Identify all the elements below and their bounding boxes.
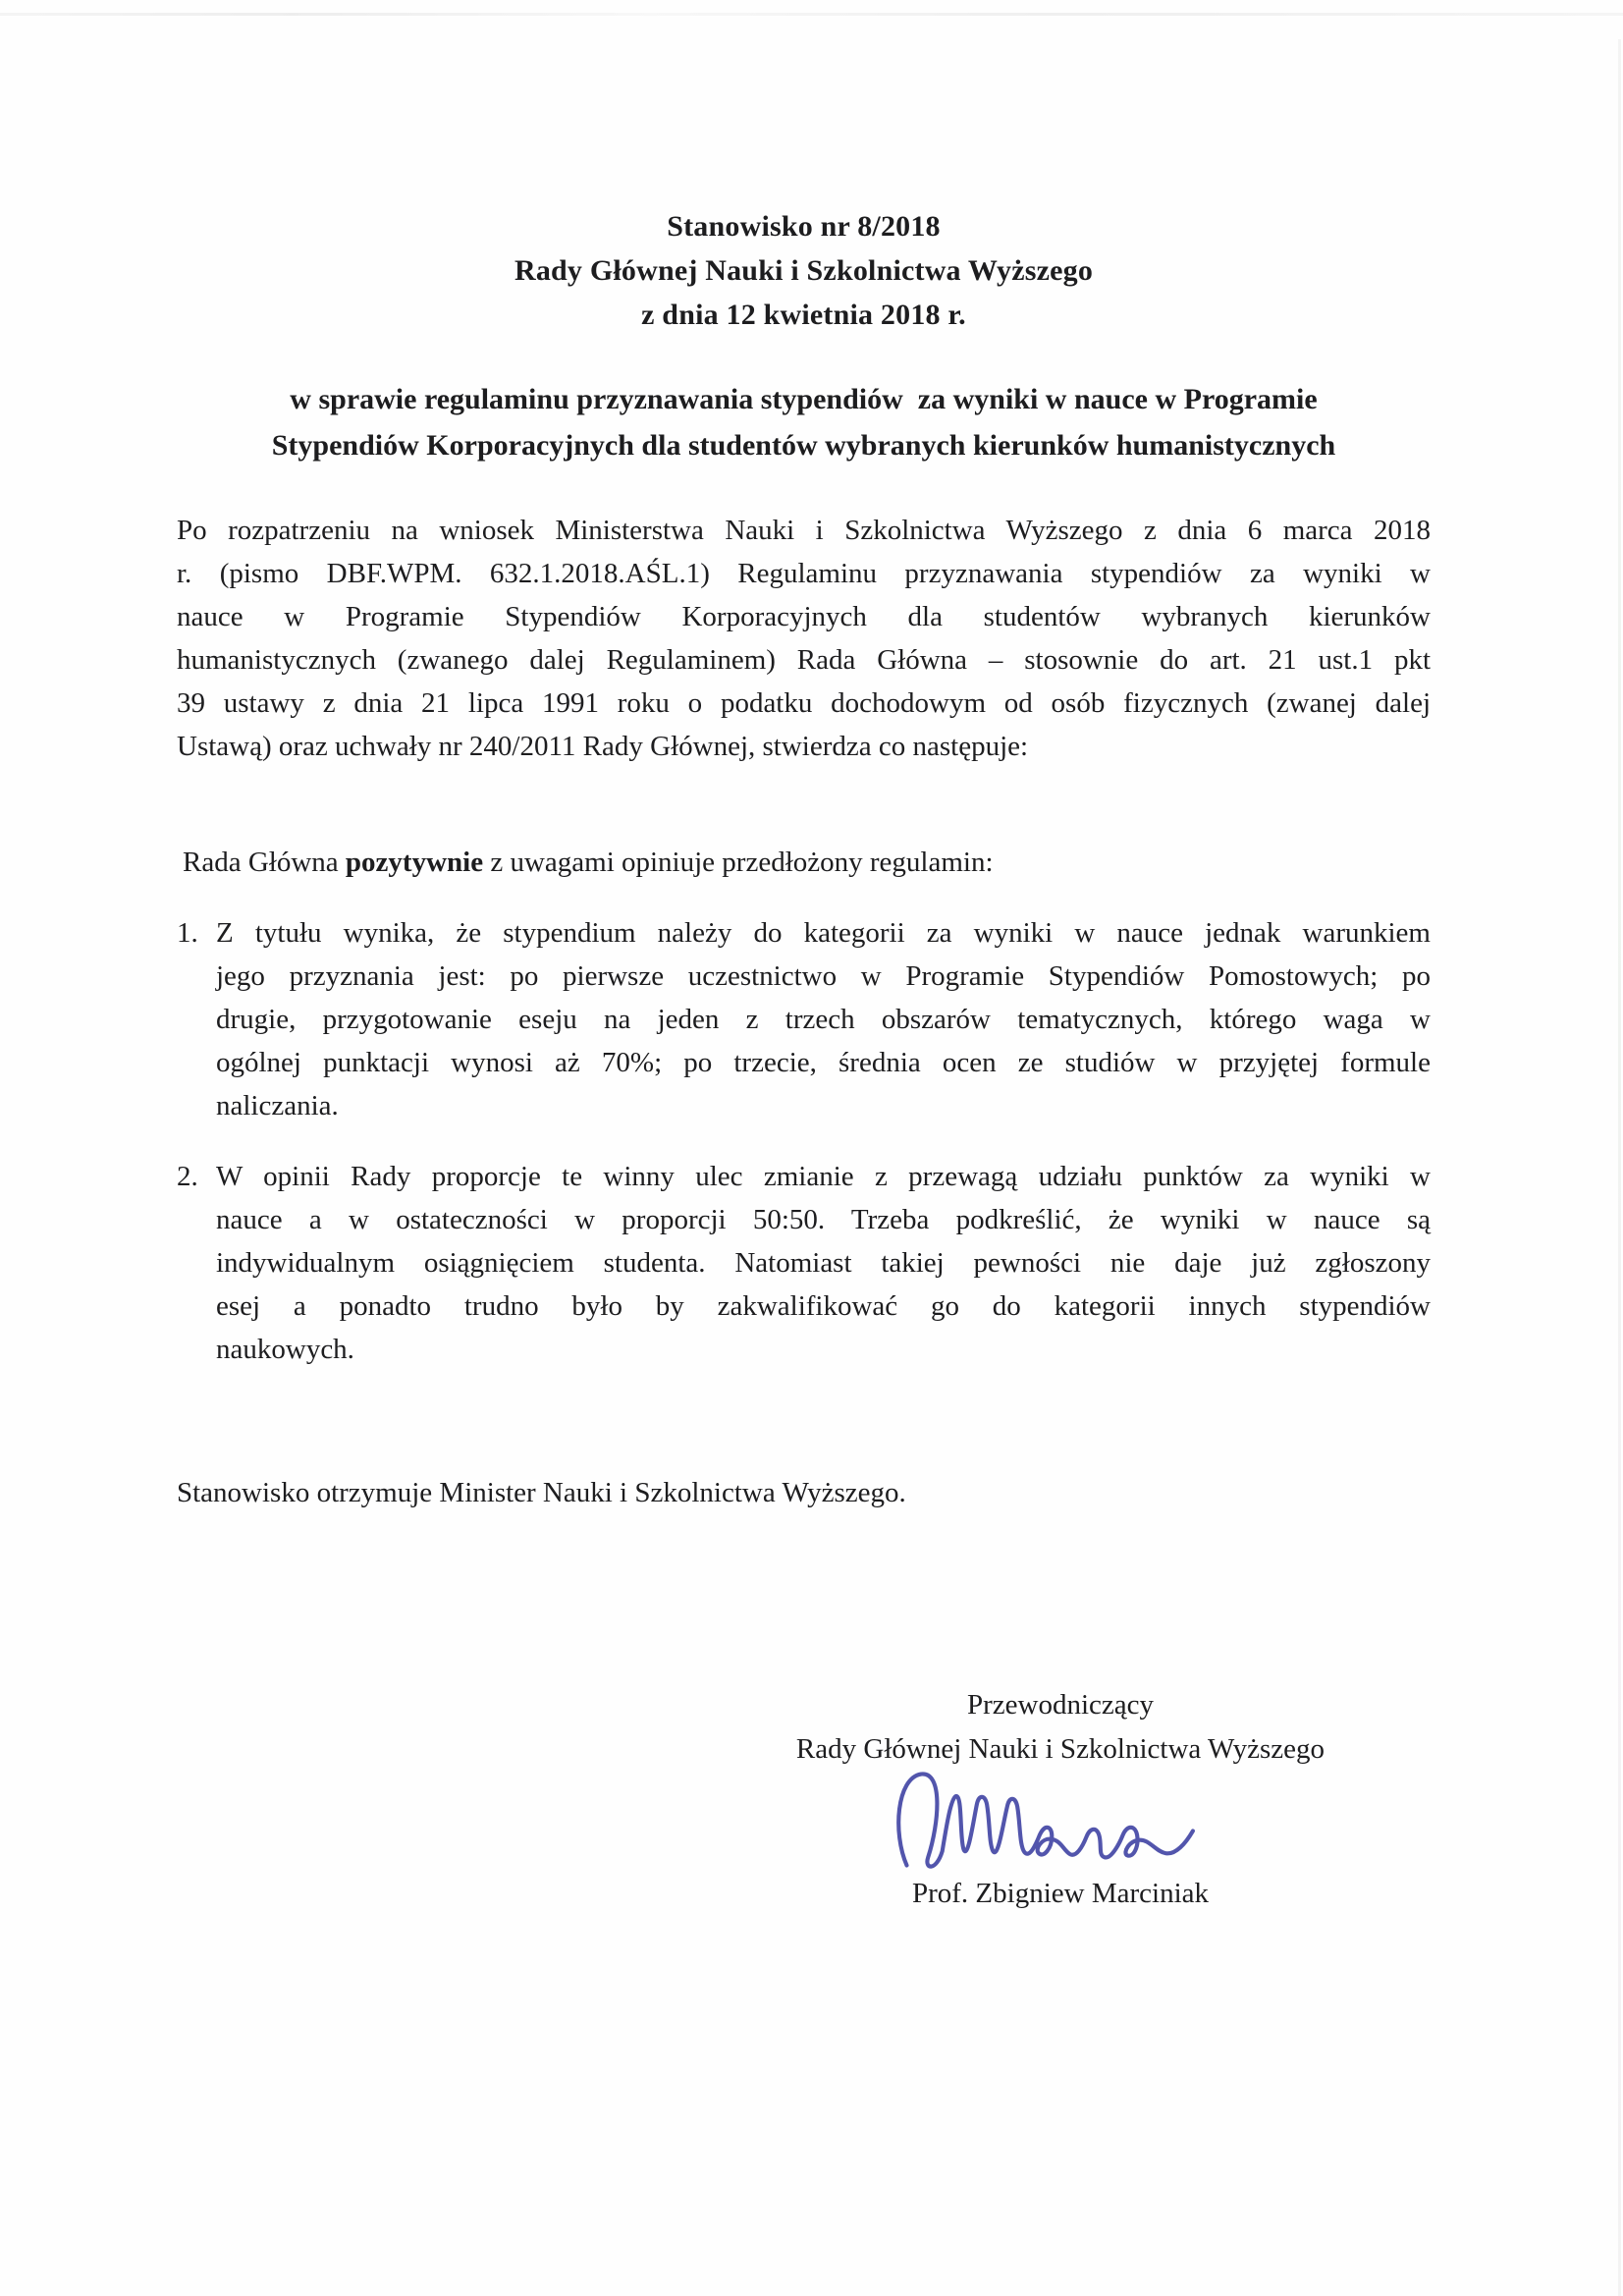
opinion-line [177, 841, 1436, 884]
document-title-issuer: Rady Głównej Nauki i Szkolnictwa Wyższego [514, 254, 1094, 287]
text-line: w sprawie regulaminu przyznawania stypendiów za wyniki w nauce w Programie [290, 383, 1318, 415]
signature-block [628, 1683, 1492, 1916]
text-line: nauce w Programie Stypendiów Korporacyjnych dla studentów wybranych kierunków [177, 601, 1431, 632]
text-line: indywidualnym osiągnięciem studenta. Natomiast takiej pewności nie daje już zgłoszony [216, 1247, 1431, 1279]
text-line: naliczania. [216, 1090, 339, 1121]
text-line: drugie, przygotowanie eseju na jeden z trzech obszarów tematycznych, którego waga w [216, 1004, 1431, 1035]
text-line: Ustawą) oraz uchwały nr 240/2011 Rady Głównej, stwierdza co następuje: [177, 731, 1029, 762]
text-line: 39 ustawy z dnia 21 lipca 1991 roku o podatku dochodowym od osób fizycznych (zwanej dalej [177, 687, 1431, 719]
item-2-number: 2. [177, 1161, 198, 1192]
subject-line [177, 376, 1431, 468]
text-line: esej a ponadto trudno było by zakwalifikować go do kategorii innych stypendiów [216, 1290, 1431, 1322]
text-line: jego przyznania jest: po pierwsze uczestnictwo w Programie Stypendiów Pomostowych; po [216, 960, 1431, 992]
text-line: Z tytułu wynika, że stypendium należy do kategorii za wyniki w nauce jednak warunkiem [216, 917, 1431, 949]
handwritten-signature-icon [891, 1766, 1195, 1872]
signature-signer-name: Prof. Zbigniew Marciniak [911, 1878, 1209, 1909]
numbered-item-1 [177, 911, 1431, 1127]
intro-paragraph [177, 509, 1431, 768]
opinion-suffix: z uwagami opiniuje przedłożony regulamin: [483, 847, 994, 878]
opinion-emphasis: pozytywnie [345, 847, 484, 878]
document-title-number: Stanowisko nr 8/2018 [667, 210, 941, 243]
text-line: ogólnej punktacji wynosi aż 70%; po trzecie, średnia ocen ze studiów w przyjętej formule [216, 1047, 1431, 1078]
item-1-text [216, 911, 1431, 1127]
text-line: r. (pismo DBF.WPM. 632.1.2018.AŚL.1) Regulaminu przyznawania stypendiów za wyniki w [177, 558, 1431, 589]
signature-role-line-1: Przewodniczący [966, 1689, 1154, 1721]
document-header [177, 204, 1431, 337]
scan-artifact-right-edge [1618, 39, 1621, 2296]
text-line: naukowych. [216, 1334, 354, 1365]
text-line: W opinii Rady proporcje te winny ulec zmianie z przewagą udziału punktów za wyniki w [216, 1161, 1431, 1192]
distribution-line: Stanowisko otrzymuje Minister Nauki i Szkolnictwa Wyższego. [177, 1477, 906, 1508]
text-line: nauce a w ostateczności w proporcji 50:50. Trzeba podkreślić, że wyniki w nauce są [216, 1204, 1431, 1235]
scan-artifact-top-edge [0, 13, 1623, 16]
text-line: humanistycznych (zwanego dalej Regulaminem) Rada Główna – stosownie do art. 21 ust.1 pkt [177, 644, 1431, 676]
text-line: Po rozpatrzeniu na wniosek Ministerstwa Nauki i Szkolnictwa Wyższego z dnia 6 marca 2018 [177, 515, 1431, 546]
item-1-number: 1. [177, 917, 198, 949]
item-2-text [216, 1155, 1431, 1371]
text-line: Stypendiów Korporacyjnych dla studentów wybranych kierunków humanistycznych [271, 429, 1336, 462]
signature-role-line-2: Rady Głównej Nauki i Szkolnictwa Wyższego [795, 1733, 1325, 1765]
document-title-date: z dnia 12 kwietnia 2018 r. [641, 299, 966, 331]
numbered-item-2 [177, 1155, 1431, 1371]
opinion-prefix: Rada Główna [183, 847, 346, 878]
